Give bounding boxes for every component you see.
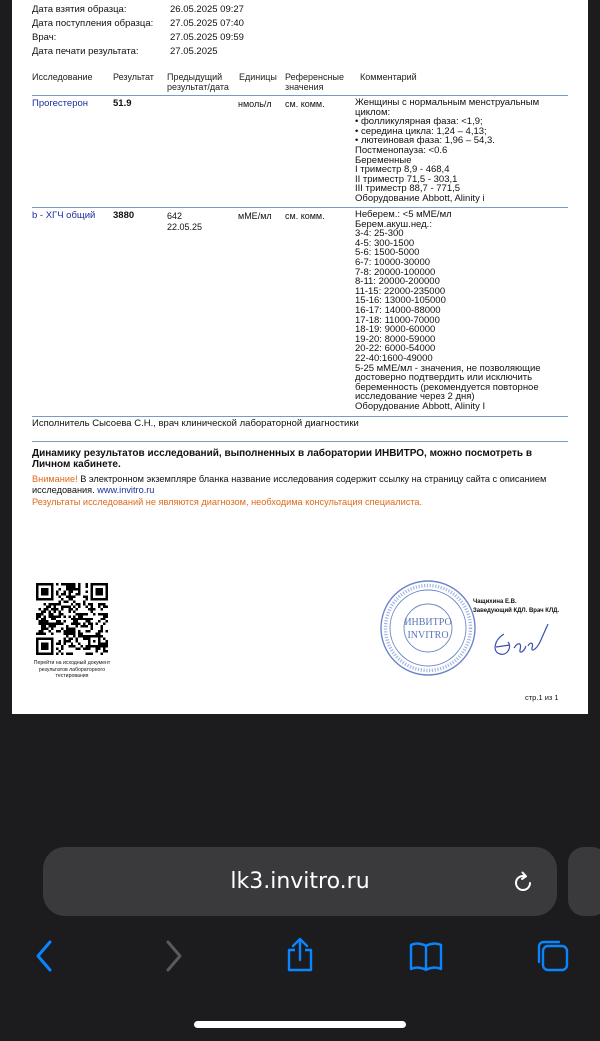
comment-line: Оборудование Abbott, Alinity i	[355, 192, 485, 204]
comment-line: 4-5: 300-1500	[355, 237, 415, 249]
reference-value: см. комм.	[285, 211, 325, 221]
dynamics-note: Динамику результатов исследований, выполненных в лаборатории ИНВИТРО, можно посмотреть в Личном кабинете.	[32, 448, 532, 470]
comment-line: исследование через 2 дня)	[355, 391, 475, 403]
signer-name: Чащихина Е.В.	[473, 599, 517, 605]
comment-line: Постменопауза: <0.6	[355, 144, 448, 156]
meta-value: 27.05.2025 07:40	[170, 18, 244, 29]
comment-line: 15-16: 13000-105000	[355, 295, 446, 307]
header-previous-line2: результат/дата	[167, 82, 229, 92]
comment-line: достоверно подтвердить или исключить	[355, 372, 533, 384]
row-divider	[32, 416, 568, 417]
comment-line: 7-8: 20000-100000	[355, 266, 436, 278]
bookmarks-icon[interactable]	[408, 936, 444, 976]
executor-line: Исполнитель Сысоева С.Н., врач клинической лабораторной диагностики	[32, 418, 359, 429]
comment-line: 17-18: 11000-70000	[355, 314, 440, 326]
header-reference-line1: Референсные	[285, 72, 344, 82]
share-icon[interactable]	[282, 936, 318, 976]
previous-date: 22.05.25	[167, 222, 203, 232]
comment-line: III триместр 88,7 - 771,5	[355, 183, 461, 195]
header-reference	[285, 72, 344, 92]
invitro-link[interactable]: www.invitro.ru	[97, 485, 155, 495]
back-icon[interactable]	[26, 936, 62, 976]
comment-line: Женщины с нормальным менструальным	[355, 98, 540, 108]
signer-title: Заведующий КДЛ. Врач КЛД.	[473, 608, 560, 614]
header-units: Единицы	[239, 72, 277, 82]
comment-line: 20-22: 6000-54000	[355, 343, 436, 355]
comment-line: Оборудование Abbott, Alinity I	[355, 400, 486, 412]
signature-icon	[474, 612, 564, 672]
comment-line: • фолликулярная фаза: <1,9;	[355, 116, 483, 128]
section-divider	[32, 441, 568, 442]
warning-note	[32, 474, 572, 496]
units-value: мМЕ/мл	[238, 211, 272, 221]
previous-result: 642	[167, 211, 183, 221]
meta-label: Дата поступления образца:	[32, 18, 154, 29]
header-divider	[32, 95, 568, 96]
header-study: Исследование	[32, 72, 93, 82]
next-tab-preview[interactable]	[568, 847, 600, 916]
comment-line: II триместр 71,5 - 303,1	[355, 173, 458, 185]
forward-icon[interactable]	[156, 936, 192, 976]
comment-line: 6-7: 10000-30000	[355, 256, 431, 268]
header-previous	[167, 72, 229, 92]
warning-label: Внимание!	[32, 474, 78, 484]
row-divider	[32, 207, 568, 208]
meta-label: Врач:	[32, 32, 57, 43]
comment-line: 5-6: 1500-5000	[355, 247, 420, 259]
comment-line: 18-19: 9000-60000	[355, 324, 436, 336]
address-bar[interactable]	[43, 847, 557, 916]
url-text[interactable]: lk3.invitro.ru	[230, 869, 370, 894]
stamp-text-en: INVITRO	[407, 630, 449, 641]
result-value: 51.9	[113, 98, 132, 109]
warning-text: В электронном экземпляре бланка название исследования содержит ссылку на страницу сайта с описанием исследования.	[32, 474, 547, 495]
comment-line: Неберем.: <5 мМЕ/мл	[355, 210, 452, 220]
qr-code-icon[interactable]	[36, 583, 108, 655]
home-indicator[interactable]	[194, 1021, 406, 1028]
lab-result-document	[12, 0, 588, 714]
header-result: Результат	[113, 72, 154, 82]
comment-line: 19-20: 8000-59000	[355, 333, 436, 345]
study-name-hcg[interactable]: b - ХГЧ общий	[32, 210, 96, 221]
lab-stamp-icon	[378, 578, 478, 678]
comment-line: • середина цикла: 1,24 – 4,13;	[355, 125, 487, 137]
comment-line: I триместр 8,9 - 468,4	[355, 164, 450, 176]
comment-progesterone	[355, 98, 565, 204]
comment-line: Берем.акуш.нед.:	[355, 218, 432, 230]
study-name-progesterone[interactable]: Прогестерон	[32, 98, 89, 109]
stamp-text-ru: ИНВИТРО	[404, 617, 452, 628]
page-number: стр.1 из 1	[525, 693, 559, 702]
reference-value: см. комм.	[285, 99, 325, 109]
comment-line: • лютеиновая фаза: 1,96 – 54,3.	[355, 135, 495, 147]
meta-label: Дата печати результата:	[32, 46, 139, 57]
units-value: нмоль/л	[238, 99, 272, 109]
header-previous-line1: Предыдущий	[167, 72, 223, 82]
qr-caption: Перейти на исходный документ результатов лабораторного тестирования	[33, 660, 111, 679]
comment-line: циклом:	[355, 106, 391, 118]
header-reference-line2: значения	[285, 82, 324, 92]
reload-icon[interactable]	[508, 868, 538, 898]
comment-line: 22-40:1600-49000	[355, 352, 433, 364]
result-value: 3880	[113, 210, 135, 221]
comment-line: 11-15: 22000-235000	[355, 285, 446, 297]
tabs-icon[interactable]	[534, 936, 570, 976]
meta-value: 26.05.2025 09:27	[170, 4, 244, 15]
comment-line: беременность (рекомендуется повторное	[355, 381, 539, 393]
header-comment: Комментарий	[360, 72, 417, 82]
comment-hcg	[355, 210, 565, 411]
comment-line: 16-17: 14000-88000	[355, 304, 441, 316]
comment-line: Беременные	[355, 154, 412, 166]
disclaimer: Результаты исследований не являются диагнозом, необходима консультация специалиста.	[32, 497, 423, 507]
comment-line: 5-25 мМЕ/мл - значения, не позволяющие	[355, 362, 541, 374]
meta-value: 27.05.2025	[170, 46, 218, 57]
comment-line: 3-4: 25-300	[355, 228, 404, 240]
meta-value: 27.05.2025 09:59	[170, 32, 244, 43]
meta-label: Дата взятия образца:	[32, 4, 127, 15]
comment-line: 8-11: 20000-200000	[355, 276, 440, 288]
